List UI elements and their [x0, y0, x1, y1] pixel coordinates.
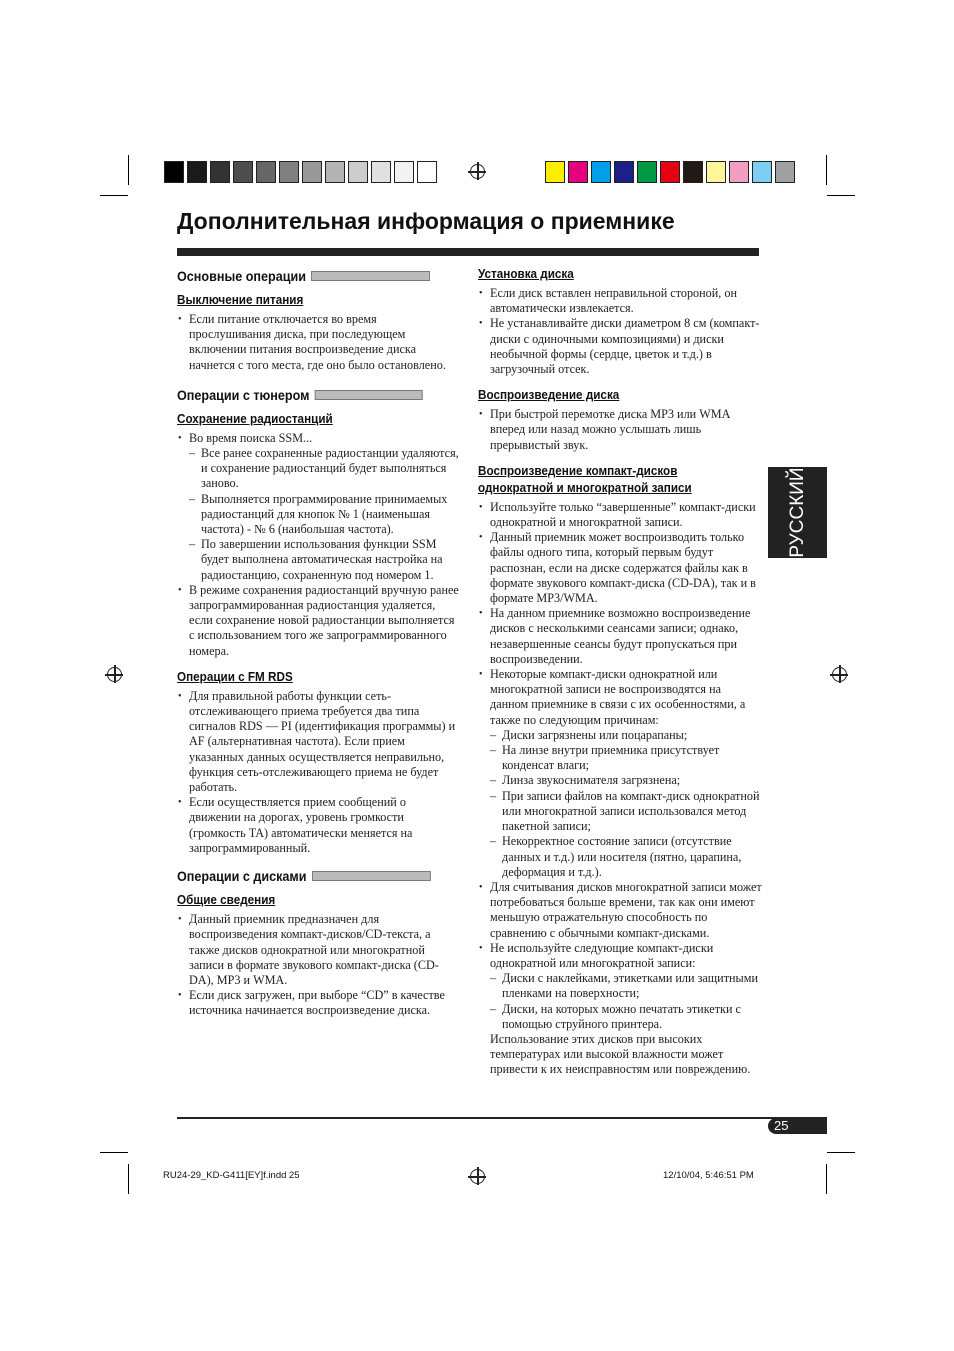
list-item: • Не устанавливайте диски диаметром 8 см (компакт-диски с одиночными композициями) и диски необычной формы (сердце, цветок и т.д.) в загрузочный отсек. — [478, 316, 762, 377]
color-swatch — [233, 161, 253, 183]
section-heading: Операции с дисками — [177, 868, 431, 884]
list-item: • Если диск загружен, при выборе “CD” в качестве источника начинается воспроизведение диска. — [177, 988, 459, 1018]
crop-mark — [827, 1152, 855, 1153]
list-subitem: – Некорректное состояние записи (отсутствие данных и т.д.) или носителя (пятно, царапина, деформация и т.д.). — [478, 834, 762, 880]
color-swatch — [568, 161, 588, 183]
list-item: • При быстрой перемотке диска MP3 или WMA вперед или назад можно услышать лишь прерывистый звук. — [478, 407, 762, 453]
page-title: Дополнительная информация о приемнике — [177, 208, 675, 234]
language-tab: РУССКИЙ — [768, 467, 827, 558]
subheading: однократной и многократной записи — [478, 479, 692, 495]
subheading: Выключение питания — [177, 292, 304, 307]
color-swatch — [348, 161, 368, 183]
color-swatch — [591, 161, 611, 183]
list-subitem: – Диски загрязнены или поцарапаны; — [478, 728, 762, 743]
footer-timestamp: 12/10/04, 5:46:51 PM — [663, 1170, 754, 1181]
list-subitem: – Диски, на которых можно печатать этикетки с помощью струйного принтера. — [478, 1002, 762, 1032]
list-item: • Данный приемник предназначен для воспроизведения компакт-дисков/CD-текста, а также дисков однократной или многократной записи в формате звукового компакт-диска (CD-DA), MP3 и WMA. — [177, 912, 459, 988]
color-swatch — [164, 161, 184, 183]
list-item: • Если осуществляется прием сообщений о движении на дорогах, уровень громкости (громкость TA) автоматически меняется на запрограммированный. — [177, 795, 459, 856]
list-item: • Некоторые компакт-диски однократной или многократной записи не воспроизводятся на данном приемнике в связи с их особенностями, а также по следующим причинам: — [478, 667, 762, 728]
color-swatch — [545, 161, 565, 183]
section-heading: Основные операции — [177, 268, 431, 284]
list-subitem: – По завершении использования функции SSM будет выполнена автоматическая настройка на радиостанцию, сохраненную под номером 1. — [177, 537, 459, 583]
color-swatch — [325, 161, 345, 183]
list-continuation: Использование этих дисков при высоких температурах или высокой влажности может привести к их неисправностям или повреждению. — [490, 1031, 751, 1077]
registration-mark-icon — [470, 1169, 485, 1184]
crop-mark — [826, 1164, 827, 1194]
color-swatch — [752, 161, 772, 183]
list-subitem: – На линзе внутри приемника присутствует конденсат влаги; — [478, 743, 762, 773]
title-rule — [177, 248, 759, 256]
grayscale-calibration-bar — [164, 161, 440, 183]
list-item: • Во время поиска SSM... — [177, 431, 459, 446]
color-swatch — [614, 161, 634, 183]
list-item: • Используйте только “завершенные” компакт-диски однократной и многократной записи. — [478, 500, 762, 530]
color-swatch — [302, 161, 322, 183]
section-heading: Операции с тюнером — [177, 387, 431, 403]
list-subitem: – Выполняется программирование принимаемых радиостанций для кнопок № 1 (наименьшая частота) - № 6 (наибольшая частота). — [177, 492, 459, 538]
list-subitem: – При записи файлов на компакт-диск однократной или многократной записи использовался метод пакетной записи; — [478, 789, 762, 835]
list-item: • В режиме сохранения радиостанций вручную ранее запрограммированная радиостанция удаляется, если сохранение новой радиостанции выполняется с использованием того же запрограммированного номера. — [177, 583, 459, 659]
subheading: Воспроизведение диска — [478, 387, 620, 403]
crop-mark — [100, 195, 128, 196]
list-item: • Если диск вставлен неправильной стороной, он автоматически извлекается. — [478, 286, 762, 316]
list-item: • Для правильной работы функции сеть-отслеживающего приема требуется два типа сигналов RDS — PI (идентификация программы) и AF (альтернативная частота). Если прием указанных данных осуществляется неправильно, функция сеть-отслеживающего приема не будет работать. — [177, 689, 459, 795]
bottom-rule — [177, 1117, 827, 1119]
color-swatch — [683, 161, 703, 183]
color-swatch — [279, 161, 299, 183]
color-swatch — [210, 161, 230, 183]
list-item: • Данный приемник может воспроизводить только файлы одного типа, который первым будут распознан, если на диске содержатся файлы как в формате звукового компакт-диска (CD-DA), так и в формате MP3/WMA. — [478, 530, 762, 606]
list-item: • На данном приемнике возможно воспроизведение дисков с несколькими сеансами записи; однако, незавершенные сеансы будут пропускаться при воспроизведении. — [478, 606, 762, 667]
color-swatch — [775, 161, 795, 183]
list-subitem: – Линза звукоснимателя загрязнена; — [478, 773, 762, 788]
subheading: Сохранение радиостанций — [177, 410, 333, 426]
registration-mark-icon — [832, 667, 847, 682]
color-swatch — [706, 161, 726, 183]
color-swatch — [256, 161, 276, 183]
footer-filename: RU24-29_KD-G411[EY]f.indd 25 — [163, 1170, 300, 1181]
subheading: Операции с FM RDS — [177, 668, 293, 684]
color-swatch — [417, 161, 437, 183]
list-subitem: – Диски с наклейками, этикетками или защитными пленками на поверхности; — [478, 971, 762, 1001]
left-column — [177, 262, 459, 1019]
registration-mark-icon — [470, 164, 485, 179]
crop-mark — [100, 1152, 128, 1153]
crop-mark — [826, 155, 827, 185]
list-item: • Для считывания дисков многократной записи может потребоваться больше времени, так как они имеют меньшую отражательную способность по сравнению с обычными компакт-дисками. — [478, 880, 762, 941]
color-swatch — [371, 161, 391, 183]
list-item: • Не используйте следующие компакт-диски однократной или многократной записи: — [478, 941, 762, 971]
color-swatch — [637, 161, 657, 183]
registration-mark-icon — [107, 667, 122, 682]
right-column — [478, 262, 762, 1078]
color-swatch — [660, 161, 680, 183]
subheading: Установка диска — [478, 266, 574, 281]
color-swatch — [187, 161, 207, 183]
subheading: Воспроизведение компакт-дисков — [478, 462, 678, 478]
crop-mark — [827, 195, 855, 196]
page-number: 25 — [768, 1118, 827, 1134]
subheading: Общие сведения — [177, 892, 276, 908]
color-swatch — [729, 161, 749, 183]
crop-mark — [128, 155, 129, 185]
color-swatch — [394, 161, 414, 183]
list-item: • Если питание отключается во время прослушивания диска, при последующем включении питания воспроизведение диска начнется с того места, где оно было остановлено. — [177, 312, 459, 373]
color-calibration-bar — [545, 161, 798, 183]
crop-mark — [128, 1164, 129, 1194]
list-subitem: – Все ранее сохраненные радиостанции удаляются, и сохранение радиостанций будет выполняться заново. — [177, 446, 459, 492]
